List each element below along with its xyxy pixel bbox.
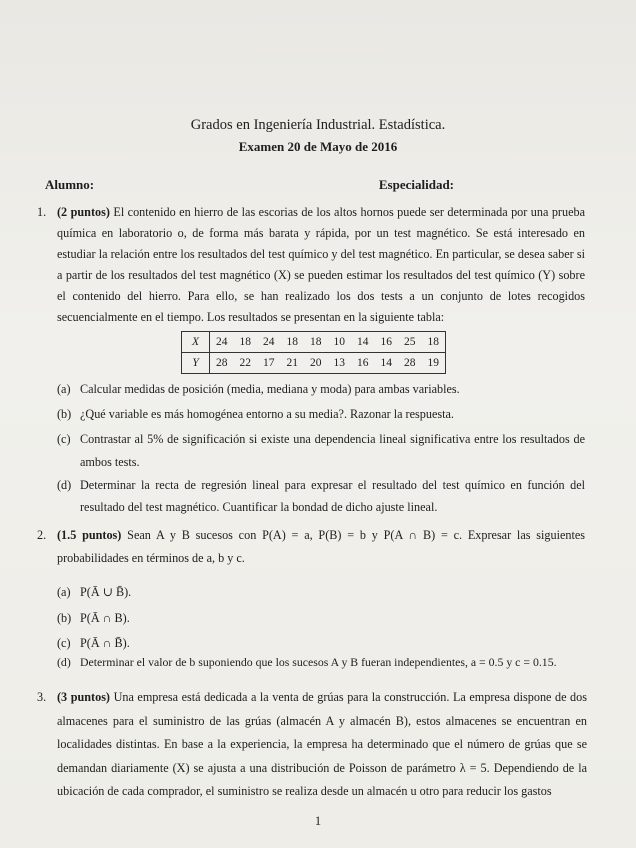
question-3-text: Una empresa está dedicada a la venta de grúas para la construcción. La empresa dispone de dos almacenes para el suministro de las grúas (almacén A y almacén B), estos almacenes se encuentran en localidades distintas. En base a la experiencia, la empresa ha determinado que el número de grúas que se demandan diariamente (X) se ajusta a una distribución de Poisson de parámetro λ = 5. Dependiendo de la ubicación de cada comprador, el suministro se realiza desde un almacén u otro para reducir los gastos (57, 690, 587, 798)
item-text: P(Ā ∪ B̄). (80, 585, 132, 599)
data-table (181, 331, 446, 374)
especialidad-label: Especialidad: (378, 177, 454, 192)
question-2-text: Sean A y B sucesos con P(A) = a, P(B) = b y P(A ∩ B) = c. Expresar las siguientes probabilidades en términos de a, b y c. (57, 528, 585, 565)
table-cell: 13 (328, 353, 352, 374)
question-2-points: (1.5 puntos) (57, 528, 122, 542)
question-3-number: 3. (37, 690, 47, 704)
question-1-item-a (57, 379, 585, 400)
table-header-x: X (182, 332, 210, 353)
item-label: (d) (57, 478, 72, 492)
table-cell: 18 (286, 336, 299, 348)
question-2 (37, 524, 585, 570)
table-row-y (182, 353, 446, 374)
item-text: P(Ā ∩ B̄). (80, 636, 130, 650)
question-1-item-c (57, 428, 585, 474)
item-label: (c) (57, 432, 71, 446)
table-cell: 18 (427, 336, 440, 348)
question-3 (37, 686, 587, 804)
item-label: (a) (57, 382, 71, 396)
item-text: Determinar el valor de b suponiendo que los sucesos A y B fueran independientes, a = 0.5 y c = 0.15. (80, 655, 557, 669)
question-1-points: (2 puntos) (57, 205, 110, 219)
item-text: Calcular medidas de posición (media, mediana y moda) para ambas variables. (80, 382, 460, 396)
item-label: (b) (57, 407, 72, 421)
page-number: 1 (314, 814, 322, 828)
question-2-item-a (57, 582, 585, 603)
table-cell: 22 (234, 353, 258, 374)
table-cell: 25 (404, 336, 416, 348)
item-text: Determinar la recta de regresión lineal para expresar el resultado del test químico en función del resultado del test magnético. Cuantificar la bondad de dicho ajuste lineal. (80, 478, 585, 514)
question-3-points: (3 puntos) (57, 690, 110, 704)
table-cell: 17 (257, 353, 281, 374)
item-text: P(Ā ∩ B). (80, 611, 130, 625)
item-label: (c) (57, 636, 71, 650)
item-label: (a) (57, 585, 71, 599)
table-cell: 21 (281, 353, 305, 374)
table-cell: 18 (239, 336, 252, 348)
table-cell: 24 (216, 336, 228, 348)
item-label: (b) (57, 611, 72, 625)
question-1-text: El contenido en hierro de las escorias de los altos hornos puede ser determinada por una prueba química en laboratorio o, de forma más barata y rápida, por un test magnético. Se está interesado en estudiar la relación entre los resultados del test químico y del test magnético. En particular, se desea saber si a partir de los resultados del test magnético (X) se pueden estimar los resultados del test químico (Y) sobre el contenido del hierro. Para ello, se han realizado los dos tests a un conjunto de lotes recogidos secuencialmente en el tiempo. Los resultados se presentan en la siguiente tabla: (57, 205, 585, 324)
question-1-item-b (57, 404, 585, 425)
table-header-y: Y (182, 353, 210, 374)
item-label: (d) (57, 655, 71, 669)
table-cell: 16 (351, 353, 375, 374)
table-cell: 24 (263, 336, 275, 348)
table-cell: 18 (310, 336, 322, 348)
question-2-item-d (57, 652, 590, 673)
table-cell: 16 (380, 336, 393, 348)
exam-title: Grados en Ingeniería Industrial. Estadística. (190, 117, 446, 133)
table-cell: 28 (210, 353, 234, 374)
item-text: ¿Qué variable es más homogénea entorno a su media?. Razonar la respuesta. (80, 407, 454, 421)
question-2-item-b (57, 608, 585, 629)
exam-date: Examen 20 de Mayo de 2016 (238, 139, 398, 154)
table-cell: 14 (357, 336, 369, 348)
question-1-number: 1. (37, 205, 47, 219)
table-cell: 19 (422, 353, 446, 374)
question-1 (37, 202, 585, 328)
table-cell: 20 (304, 353, 328, 374)
alumno-label: Alumno: (45, 177, 95, 192)
question-1-item-d (57, 474, 585, 518)
table-row-x (182, 332, 446, 353)
item-text: Contrastar al 5% de significación si existe una dependencia lineal significativa entre los resultados de ambos tests. (80, 432, 585, 469)
table-cell: 28 (398, 353, 422, 374)
question-2-number: 2. (37, 528, 47, 542)
table-cell: 14 (375, 353, 399, 374)
question-2-item-c (57, 633, 585, 654)
table-cell: 10 (333, 336, 346, 348)
